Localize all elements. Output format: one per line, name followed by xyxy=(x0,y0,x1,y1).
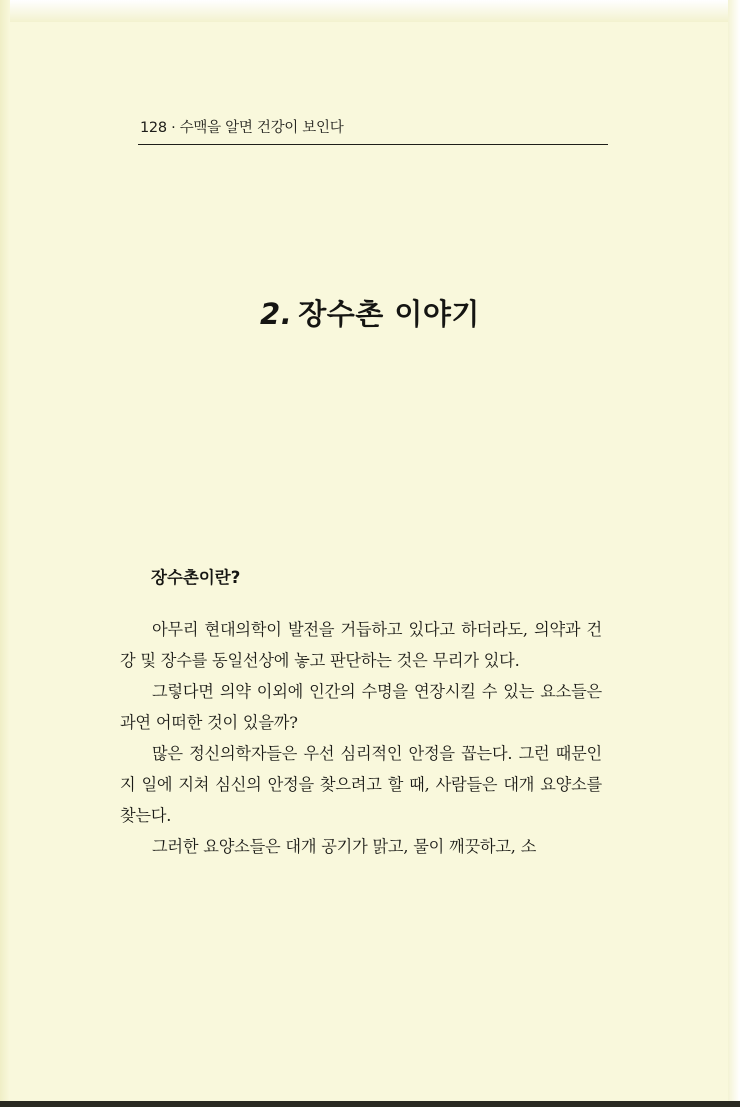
page-top-edge xyxy=(0,0,740,22)
paragraph: 아무리 현대의학이 발전을 거듭하고 있다고 하더라도, 의약과 건강 및 장수를 동일선상에 놓고 판단하는 것은 무리가 있다. xyxy=(120,620,602,670)
page-left-edge xyxy=(0,0,10,1107)
paragraph: 그러한 요양소들은 대개 공기가 맑고, 물이 깨끗하고, 소 xyxy=(152,837,537,856)
paragraph: 그렇다면 의약 이외에 인간의 수명을 연장시킬 수 있는 요소들은 과연 어떠한 것이 있을까? xyxy=(120,682,602,732)
chapter-title xyxy=(0,292,740,333)
section-heading: 장수촌이란? xyxy=(151,568,241,587)
chapter-number: 2. xyxy=(260,297,293,331)
body-text xyxy=(120,614,602,862)
paragraph: 많은 정신의학자들은 우선 심리적인 안정을 꼽는다. 그런 때문인지 일에 지쳐 심신의 안정을 찾으려고 할 때, 사람들은 대개 요양소를 찾는다. xyxy=(120,744,602,825)
running-header: 128 · 수맥을 알면 건강이 보인다 xyxy=(140,120,344,136)
page-right-edge xyxy=(728,0,740,1107)
chapter-title-text: 장수촌 이야기 xyxy=(298,297,480,331)
page-bottom-edge xyxy=(0,1101,740,1107)
header-rule xyxy=(138,144,608,145)
